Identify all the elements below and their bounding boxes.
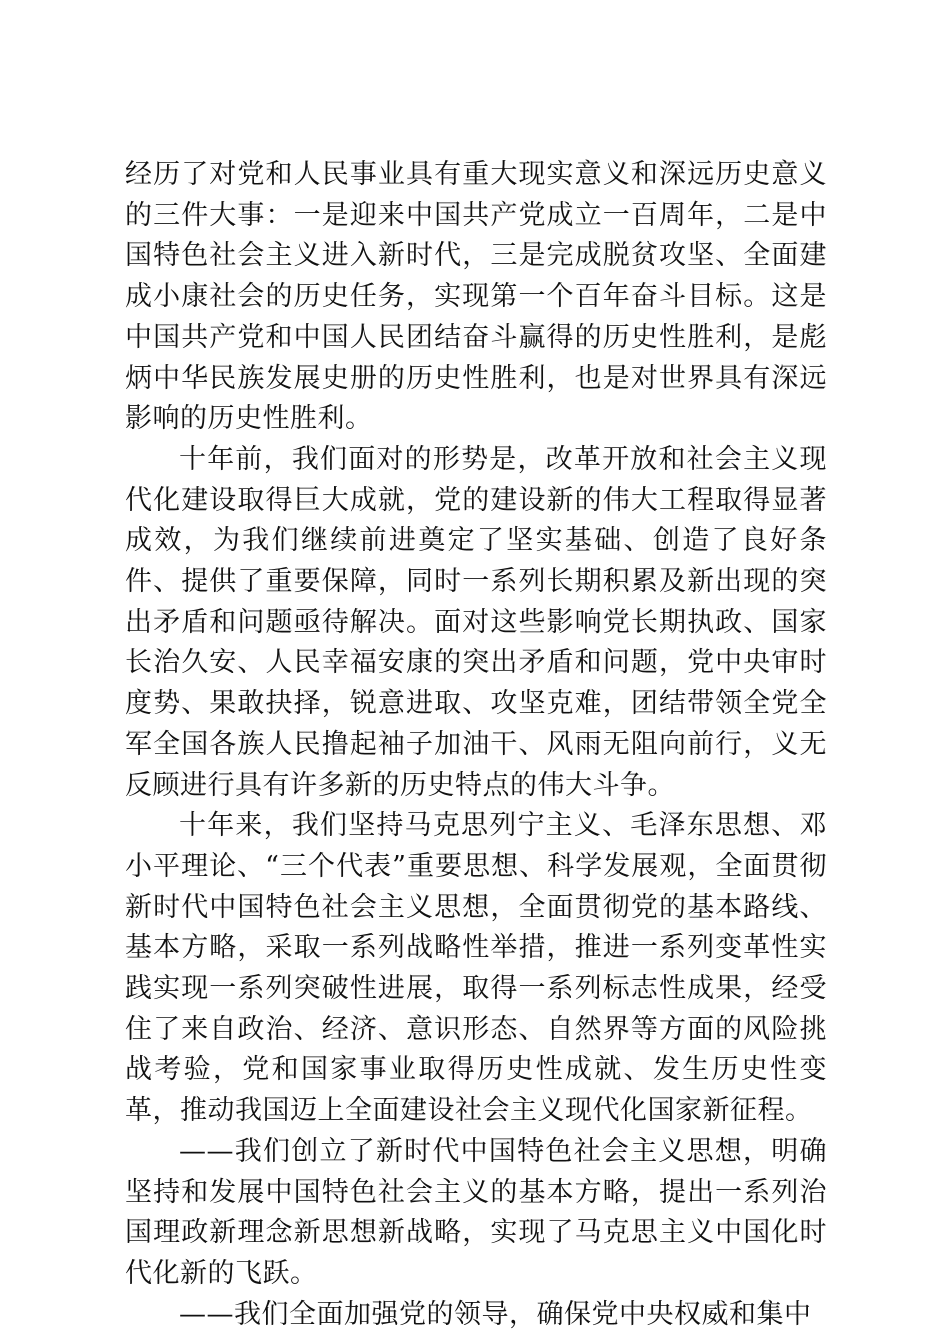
document-body [125, 155, 827, 1335]
paragraph-1: 经历了对党和人民事业具有重大现实意义和深远历史意义的三件大事：一是迎来中国共产党成立一百周年，二是中国特色社会主义进入新时代，三是完成脱贫攻坚、全面建成小康社会的历史任务，实现第一个百年奋斗目标。这是中国共产党和中国人民团结奋斗赢得的历史性胜利，是彪炳中华民族发展史册的历史性胜利，也是对世界具有深远影响的历史性胜利。 [125, 159, 827, 435]
paragraph-2: 十年前，我们面对的形势是，改革开放和社会主义现代化建设取得巨大成就，党的建设新的伟大工程取得显著成效，为我们继续前进奠定了坚实基础、创造了良好条件、提供了重要保障，同时一系列长期积累及新出现的突出矛盾和问题亟待解决。面对这些影响党长期执政、国家长治久安、人民幸福安康的突出矛盾和问题，党中央审时度势、果敢抉择，锐意进取、攻坚克难，团结带领全党全军全国各族人民撸起袖子加油干、风雨无阻向前行，义无反顾进行具有许多新的历史特点的伟大斗争。 [125, 443, 827, 801]
paragraph-3: 十年来，我们坚持马克思列宁主义、毛泽东思想、邓小平理论、“三个代表”重要思想、科学发展观，全面贯彻新时代中国特色社会主义思想，全面贯彻党的基本路线、基本方略，采取一系列战略性举措，推进一系列变革性实践实现一系列突破性进展，取得一系列标志性成果，经受住了来自政治、经济、意识形态、自然界等方面的风险挑战考验，党和国家事业取得历史性成就、发生历史性变革，推动我国迈上全面建设社会主义现代化国家新征程。 [125, 810, 827, 1127]
paragraph-4: ——我们创立了新时代中国特色社会主义思想，明确坚持和发展中国特色社会主义的基本方略，提出一系列治国理政新理念新思想新战略，实现了马克思主义中国化时代化新的飞跃。 [125, 1135, 827, 1289]
paragraph-5: ——我们全面加强党的领导，确保党中央权威和集中 [179, 1298, 812, 1330]
